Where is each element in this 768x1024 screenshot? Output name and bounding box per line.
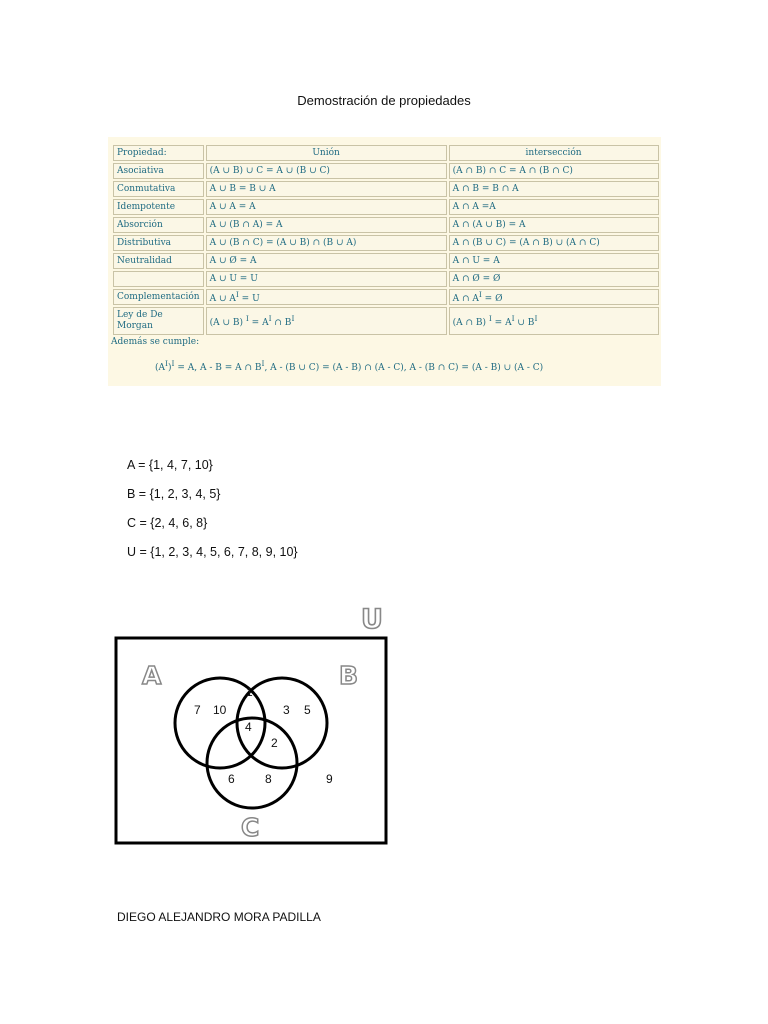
region-only-b-3: 3 bbox=[283, 703, 290, 717]
circle-c bbox=[207, 718, 297, 808]
union-formula: (A ∪ B) ∪ C = A ∪ (B ∪ C) bbox=[206, 163, 447, 179]
property-name: Distributiva bbox=[113, 235, 204, 251]
properties-table bbox=[111, 143, 661, 337]
property-name: Neutralidad bbox=[113, 253, 204, 269]
table-row bbox=[113, 307, 659, 335]
intersection-formula: A ∩ U = A bbox=[449, 253, 659, 269]
union-formula: A ∪ $A^I = U$ bbox=[206, 289, 447, 305]
table-row bbox=[113, 289, 659, 305]
additional-formulas: $(A^I)^I = A$, A - B = A ∩ $B^I$, A - (B ∪ C) = (A - B) ∩ (A - C), A - (B ∩ C) = (A - B) ∪ (A - C) bbox=[155, 359, 544, 373]
region-a-b-c-4: 4 bbox=[245, 720, 252, 734]
header-union: Unión bbox=[206, 145, 447, 161]
properties-image bbox=[108, 137, 661, 386]
intersection-formula: A ∩ (A ∪ B) = A bbox=[449, 217, 659, 233]
property-name: Ley de De Morgan bbox=[113, 307, 204, 335]
table-row bbox=[113, 217, 659, 233]
property-name: Asociativa bbox=[113, 163, 204, 179]
union-formula: A ∪ U = U bbox=[206, 271, 447, 287]
property-name: Conmutativa bbox=[113, 181, 204, 197]
intersection-formula: (A ∩ B) $^I = A^I$ ∪ $B^I$ bbox=[449, 307, 659, 335]
union-formula: A ∪ (B ∩ C) = (A ∪ B) ∩ (B ∪ A) bbox=[206, 235, 447, 251]
union-formula: A ∪ Ø = A bbox=[206, 253, 447, 269]
table-row bbox=[113, 163, 659, 179]
additional-label: Además se cumple: bbox=[111, 337, 200, 347]
intersection-formula: A ∩ A =A bbox=[449, 199, 659, 215]
property-name: Complementación bbox=[113, 289, 204, 305]
region-only-c-8: 8 bbox=[265, 772, 272, 786]
venn-diagram bbox=[114, 636, 390, 848]
table-row bbox=[113, 271, 659, 287]
union-formula: A ∪ (B ∩ A) = A bbox=[206, 217, 447, 233]
region-b-c-2: 2 bbox=[271, 736, 278, 750]
page-title: Demostración de propiedades bbox=[297, 93, 471, 108]
property-name: Absorción bbox=[113, 217, 204, 233]
header-interseccion: intersección bbox=[449, 145, 659, 161]
region-a-b-1: 1 bbox=[246, 685, 253, 699]
intersection-formula: A ∩ B = B ∩ A bbox=[449, 181, 659, 197]
union-formula: A ∪ B = B ∪ A bbox=[206, 181, 447, 197]
region-outside-9: 9 bbox=[326, 772, 333, 786]
union-formula: A ∪ A = A bbox=[206, 199, 447, 215]
set-a-definition: A = {1, 4, 7, 10} bbox=[127, 458, 213, 472]
author-name: DIEGO ALEJANDRO MORA PADILLA bbox=[117, 910, 321, 924]
intersection-formula: A ∩ $A^I$ = Ø bbox=[449, 289, 659, 305]
table-row bbox=[113, 235, 659, 251]
label-b: B bbox=[339, 661, 359, 690]
property-name: Idempotente bbox=[113, 199, 204, 215]
label-c: C bbox=[241, 813, 260, 842]
union-formula: (A ∪ B) $^I = A^I$ ∩ $B^I$ bbox=[206, 307, 447, 335]
table-header-row bbox=[113, 145, 659, 161]
intersection-formula: A ∩ Ø = Ø bbox=[449, 271, 659, 287]
table-row bbox=[113, 199, 659, 215]
set-b-definition: B = {1, 2, 3, 4, 5} bbox=[127, 487, 221, 501]
universe-label: U bbox=[361, 604, 383, 635]
property-name bbox=[113, 271, 204, 287]
table-row bbox=[113, 253, 659, 269]
region-only-a-10: 10 bbox=[213, 703, 227, 717]
set-u-definition: U = {1, 2, 3, 4, 5, 6, 7, 8, 9, 10} bbox=[127, 545, 298, 559]
set-c-definition: C = {2, 4, 6, 8} bbox=[127, 516, 208, 530]
region-only-a-7: 7 bbox=[194, 703, 201, 717]
intersection-formula: A ∩ (B ∪ C) = (A ∩ B) ∪ (A ∩ C) bbox=[449, 235, 659, 251]
region-only-b-5: 5 bbox=[304, 703, 311, 717]
intersection-formula: (A ∩ B) ∩ C = A ∩ (B ∩ C) bbox=[449, 163, 659, 179]
header-propiedad: Propiedad: bbox=[113, 145, 204, 161]
region-only-c-6: 6 bbox=[228, 772, 235, 786]
table-row bbox=[113, 181, 659, 197]
label-a: A bbox=[142, 661, 162, 690]
